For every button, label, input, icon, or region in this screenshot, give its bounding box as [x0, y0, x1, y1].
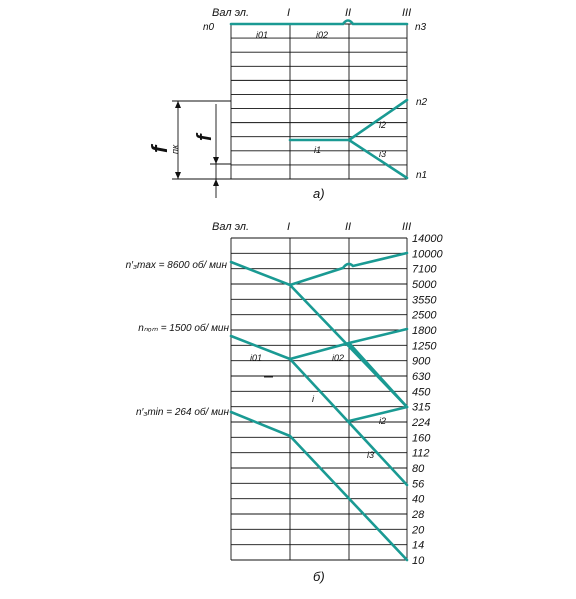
f-label: f [194, 134, 216, 141]
shaft-header-iii: III [402, 7, 412, 19]
shaft-header-iii-b: III [402, 221, 412, 233]
speed-tick-label: 5000 [412, 279, 437, 291]
n3max-label: n′₃max = 8600 об/ мин [125, 260, 227, 271]
ratio-i3-a: i3 [379, 149, 387, 159]
speed-scale [411, 233, 443, 567]
speed-tick-label: 14000 [412, 233, 443, 245]
n0-label: n0 [203, 22, 215, 33]
n3min-label: n′₃min = 264 об/ мин [135, 407, 229, 418]
speed-tick-label: 900 [412, 355, 431, 368]
ratio-i3-b: i3 [367, 450, 375, 460]
speed-tick-label: 1800 [412, 325, 437, 337]
dimension-f-pk [147, 101, 231, 179]
ratio-i02-b: i02 [332, 353, 345, 363]
speed-tick-label: 10000 [412, 248, 443, 261]
shaft-header-ii-b: II [345, 221, 352, 233]
speed-tick-label: 28 [412, 509, 425, 521]
ray-b-diag-2 [349, 343, 407, 407]
ratio-i02-a: i02 [316, 30, 329, 40]
n1-label: n1 [416, 170, 428, 181]
speed-tick-label: 56 [412, 478, 425, 491]
speed-tick-label: 14 [412, 539, 425, 552]
shaft-header-i: I [287, 7, 291, 19]
ratio-i1-a: i1 [314, 145, 322, 155]
speed-tick-label: 2500 [412, 309, 437, 322]
ray-a-i2 [349, 100, 407, 140]
ratio-i2-a: i2 [379, 120, 387, 130]
caption-a: а) [313, 186, 325, 201]
speed-tick-label: 40 [412, 493, 425, 506]
speed-tick-label: 7100 [412, 263, 437, 276]
n2-label: n2 [416, 97, 428, 108]
nnom-label: nₙₒₘ = 1500 об/ мин [138, 323, 229, 334]
shaft-header-motor: Вал эл. [212, 7, 250, 19]
diagram-a [147, 7, 428, 201]
ray-b-i2 [349, 407, 407, 421]
speed-tick-label: 3550 [412, 294, 437, 307]
shaft-header-motor-b: Вал эл. [212, 221, 250, 233]
speed-tick-label: 20 [412, 524, 425, 537]
dimension-f [194, 104, 231, 198]
speed-tick-label: 315 [412, 401, 431, 414]
diagram-b [126, 221, 444, 584]
speed-tick-label: 160 [412, 432, 431, 445]
ray-b-lower [231, 412, 407, 560]
speed-tick-label: 1250 [412, 340, 437, 353]
speed-tick-label: 80 [412, 463, 425, 475]
speed-tick-label: 112 [412, 447, 430, 460]
diagram-b-grid [231, 238, 407, 560]
ratio-i01-b: i01 [250, 353, 263, 363]
shaft-header-ii: II [345, 7, 352, 19]
f-pk-label: f [147, 145, 172, 153]
speed-tick-label: 450 [412, 386, 431, 399]
ratio-i2-b: i2 [379, 416, 387, 426]
ratio-i01-a: i01 [256, 30, 269, 40]
n3-label: n3 [415, 22, 427, 33]
ratio-i-b: i [312, 394, 314, 404]
f-pk-subscript: пк [170, 144, 180, 154]
speed-tick-label: 10 [412, 555, 425, 567]
caption-b: б) [313, 569, 325, 584]
speed-tick-label: 224 [412, 417, 431, 429]
ray-a-top [231, 21, 407, 25]
speed-tick-label: 630 [412, 371, 431, 383]
ray-a-i3 [349, 140, 407, 178]
shaft-header-i-b: I [287, 221, 291, 233]
